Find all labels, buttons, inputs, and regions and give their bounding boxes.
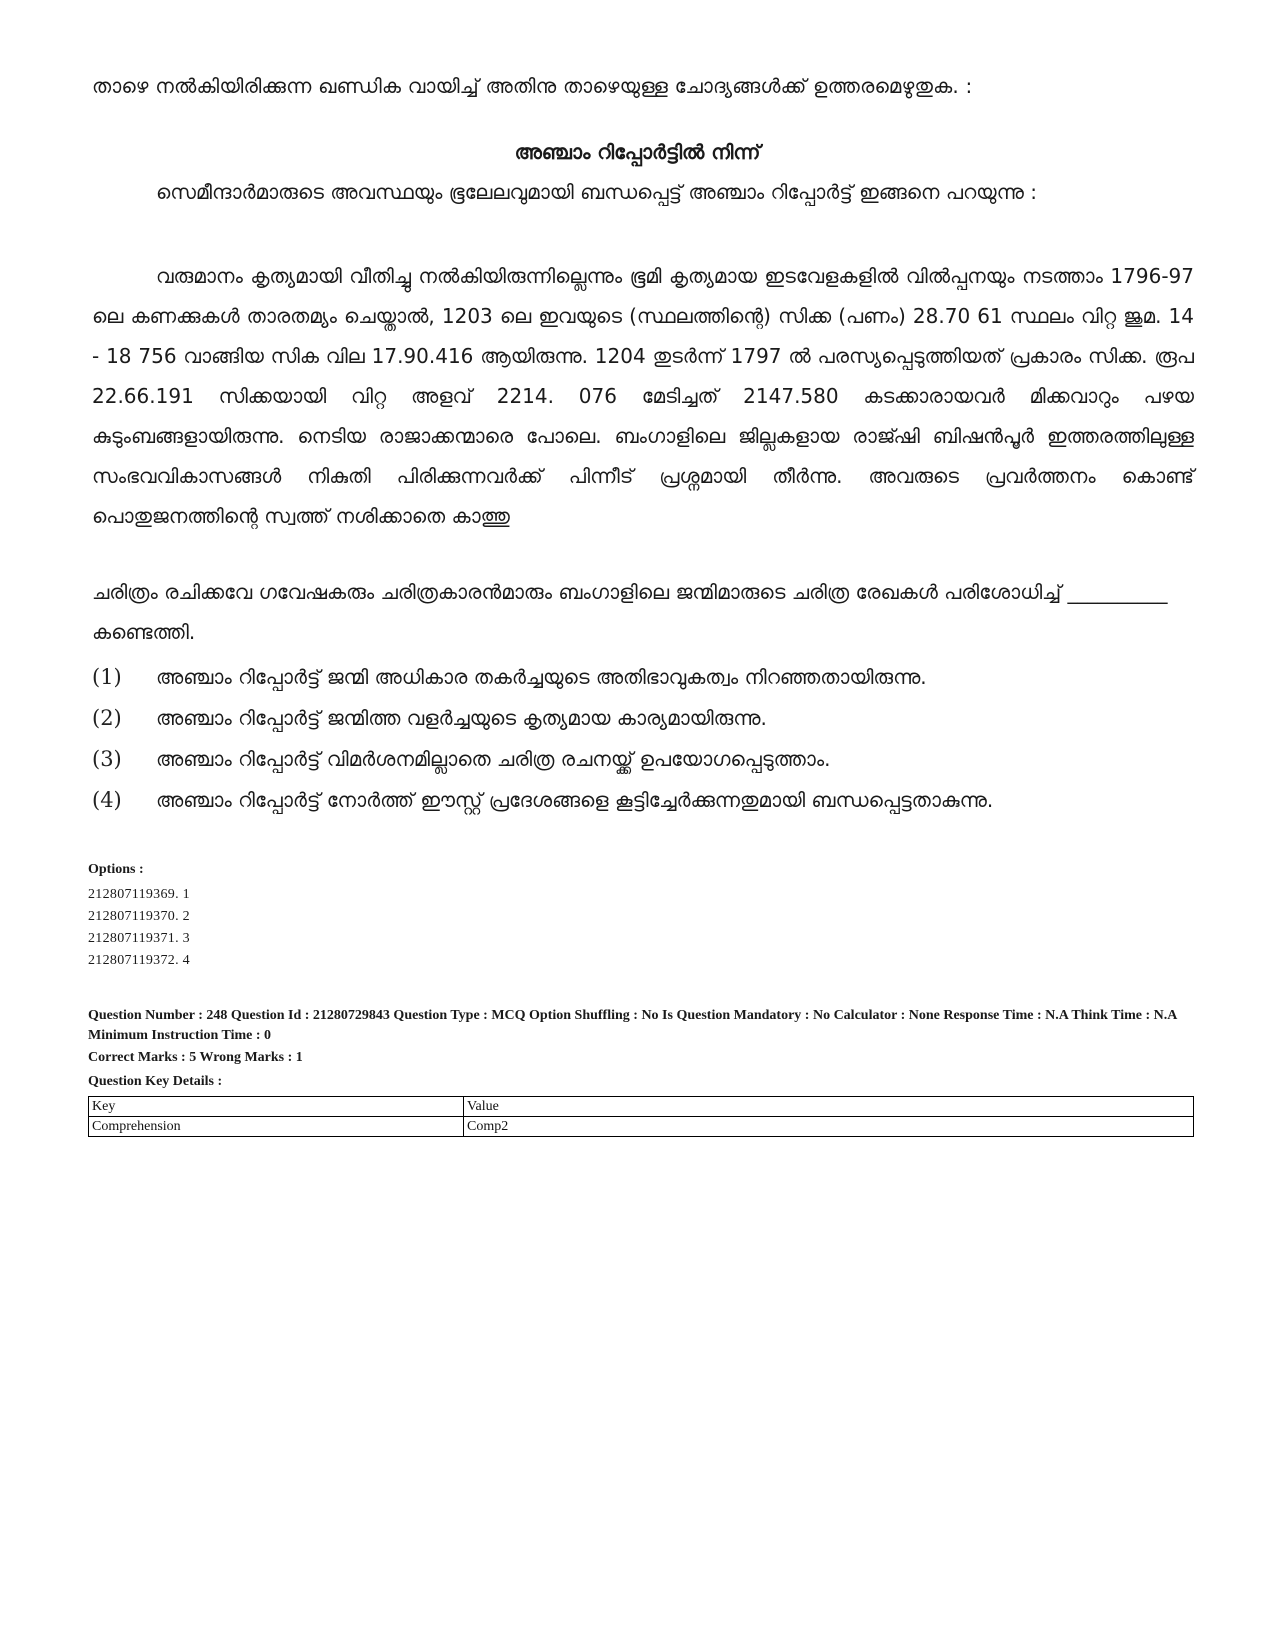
choice-text: അഞ്ചാം റിപ്പോർട്ട് ജന്മിത്ത വളർച്ചയുടെ കൃത്യമായ കാര്യമായിരുന്നു. xyxy=(156,706,767,730)
table-cell: Comprehension xyxy=(89,1117,464,1137)
table-cell: Comp2 xyxy=(464,1117,1194,1137)
answer-choice xyxy=(92,740,1196,778)
marks-info: Correct Marks : 5 Wrong Marks : 1 xyxy=(88,1050,303,1065)
instruction-text: താഴെ നൽകിയിരിക്കുന്ന ഖണ്ഡിക വായിച്ച് അതിനു താഴെയുള്ള ചോദ്യങ്ങൾക്ക് ഉത്തരമെഴുതുക. : xyxy=(92,74,973,98)
choice-number: (2) xyxy=(92,706,122,730)
choice-number: (4) xyxy=(92,788,122,812)
option-id: 212807119370. 2 xyxy=(88,909,190,924)
passage-paragraph: സെമീന്ദാർമാരുടെ അവസ്ഥയും ഭൂലേലവുമായി ബന്ധപ്പെട്ട് അഞ്ചാം റിപ്പോർട്ട് ഇങ്ങനെ പറയുന്നു : xyxy=(156,180,1037,204)
table-header-cell: Key xyxy=(89,1097,464,1117)
passage-paragraph: വരുമാനം കൃത്യമായി വീതിച്ചു നൽകിയിരുന്നില്ലെന്നും ഭൂമി കൃത്യമായ ഇടവേളകളിൽ വിൽപ്പനയും നടത്താം 1796-97 ലെ കണക്കുകൾ താരതമ്യം ചെയ്താൽ, 1203 ലെ ഇവയുടെ (സ്ഥലത്തിന്റെ) സിക്ക (പണം) 28.70 61 സ്ഥലം വിറ്റ ജുമ. 14 - 18 756 വാങ്ങിയ സിക വില 17.90.416 ആയിരുന്നു. 1204 തുടർന്ന് 1797 ൽ പരസ്യപ്പെടുത്തിയത് പ്രകാരം സിക്ക. രൂപ 22.66.191 സിക്കയായി വിറ്റ അളവ് 2214. 076 മേടിച്ചത് 2147.580 കടക്കാരായവർ മിക്കവാറും പഴയ കുടുംബങ്ങളായിരുന്നു. നെടിയ രാജാക്കന്മാരെ പോലെ. ബംഗാളിലെ ജില്ലകളായ രാജ്ഷി ബിഷൻപൂർ ഇത്തരത്തിലുള്ള സംഭവവികാസങ്ങൾ നികുതി പിരിക്കുന്നവർക്ക് പിന്നീട് പ്രശ്നമായി തീർന്നു. അവരുടെ പ്രവർത്തനം കൊണ്ട് പൊതുജനത്തിന്റെ സ്വത്ത് നശിക്കാതെ കാത്തു xyxy=(92,264,1194,528)
answer-choices xyxy=(92,658,1196,822)
key-details-table xyxy=(88,1096,1194,1137)
choice-text: അഞ്ചാം റിപ്പോർട്ട് വിമർശനമില്ലാതെ ചരിത്ര രചനയ്ക്ക് ഉപയോഗപ്പെടുത്താം. xyxy=(156,747,831,771)
table-row xyxy=(89,1117,1194,1137)
choice-text: അഞ്ചാം റിപ്പോർട്ട് ജന്മി അധികാര തകർച്ചയുടെ അതിഭാവുകത്വം നിറഞ്ഞതായിരുന്നു. xyxy=(156,665,927,689)
answer-choice xyxy=(92,658,1196,696)
option-id-list xyxy=(88,884,190,972)
options-label: Options : xyxy=(88,862,144,877)
option-id: 212807119371. 3 xyxy=(88,931,190,946)
choice-number: (1) xyxy=(92,665,122,689)
passage-title: അഞ്ചാം റിപ്പോർട്ടിൽ നിന്ന് xyxy=(514,140,761,164)
table-header-cell: Value xyxy=(464,1097,1194,1117)
question-stem: ചരിത്രം രചിക്കവേ ഗവേഷകരും ചരിത്രകാരൻമാരും ബംഗാളിലെ ജന്മിമാരുടെ ചരിത്ര രേഖകൾ പരിശോധിച്ച് __________ കണ്ടെത്തി. xyxy=(92,580,1168,644)
question-metadata: Question Number : 248 Question Id : 21280729843 Question Type : MCQ Option Shuffling : No Is Question Mandatory : No Calculator : None Response Time : N.A Think Time : N.A Minimum Instruction Time : 0 xyxy=(88,1008,1177,1043)
answer-choice xyxy=(92,699,1196,737)
key-details-label: Question Key Details : xyxy=(88,1074,223,1089)
choice-number: (3) xyxy=(92,747,122,771)
option-id: 212807119369. 1 xyxy=(88,887,190,902)
option-id: 212807119372. 4 xyxy=(88,953,190,968)
table-header-row xyxy=(89,1097,1194,1117)
answer-choice xyxy=(92,781,1196,819)
choice-text: അഞ്ചാം റിപ്പോർട്ട് നോർത്ത് ഈസ്റ്റ് പ്രദേശങ്ങളെ കൂട്ടിച്ചേർക്കുന്നതുമായി ബന്ധപ്പെട്ടതാകുന്നു. xyxy=(156,788,994,812)
